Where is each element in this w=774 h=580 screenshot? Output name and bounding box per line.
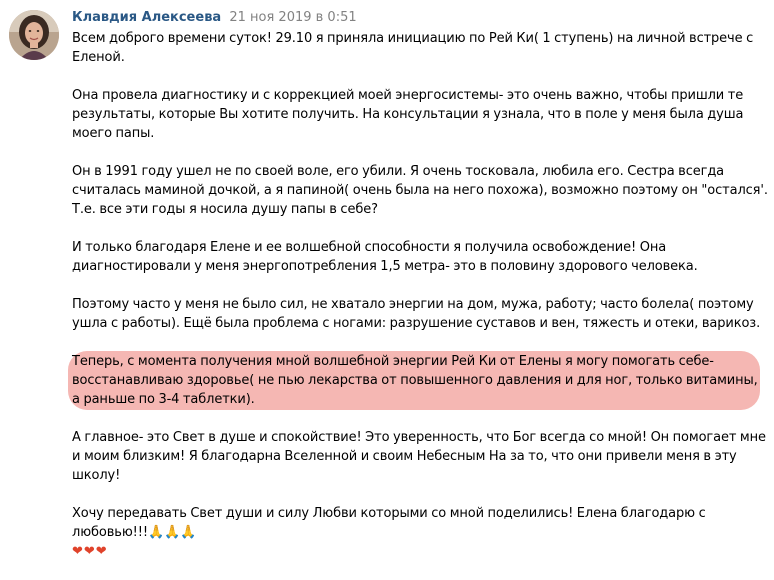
heart-emoji-icon: ❤❤❤ [72, 544, 108, 559]
paragraph-7: А главное- это Свет в душе и спокойствие! Это уверенность, что Бог всегда со мной! Он помогает мне и моим близким! Я благодарна Вселенной и своим Небесным На за то, что они привели меня в эту школу! [72, 430, 766, 483]
paragraph-8 [72, 504, 768, 561]
author-name-link[interactable]: Клавдия Алексеева [72, 10, 222, 25]
paragraph-6-highlighted: Теперь, с момента получения мной волшебной энергии Рей Ки от Елены я могу помогать себе- восстанавливаю здоровье( не пью лекарства от повышенного давления и для ног, только витамины, а раньше по 3-4 таблетки). [72, 354, 758, 407]
author-avatar[interactable] [9, 10, 59, 60]
post-header [72, 9, 357, 27]
paragraph-1: Всем доброго времени суток! 29.10 я приняла инициацию по Рей Ки( 1 ступень) на личной встрече с Еленой. [72, 31, 754, 65]
avatar-photo [9, 10, 59, 60]
post-text [72, 29, 768, 580]
paragraph-2: Она провела диагностику и с коррекцией моей энергосистемы- это очень важно, чтобы пришли те результаты, которые Вы хотите получить. На консультации я узнала, что в поле у меня была душа моего папы. [72, 88, 744, 141]
prayer-emoji-icon: 🙏🙏🙏 [147, 525, 197, 540]
paragraph-5: Поэтому часто у меня не было сил, не хватало энергии на дом, мужа, работу; часто болела( поэтому ушла с работы). Ещё была проблема с ногами: разрушение суставов и вен, тяжесть и отеки, варикоз. [72, 297, 761, 331]
post-date-link[interactable]: 21 ноя 2019 в 0:51 [229, 10, 357, 25]
paragraph-8-text: Хочу передавать Свет души и силу Любви которыми со мной поделились! Елена благодарю с любовью!!! [72, 506, 706, 540]
paragraph-4: И только благодаря Елене и ее волшебной способности я получила освобождение! Она диагностировали у меня энергопотребления 1,5 метра- это в половину здорового человека. [72, 240, 698, 274]
paragraph-3: Он в 1991 году ушел не по своей воле, его убили. Я очень тосковала, любила его. Сестра всегда считалась маминой дочкой, а я папиной( очень была на него похожа), возможно поэтому он "остался'. Т.е. все эти годы я носила душу папы в себе? [72, 164, 768, 217]
